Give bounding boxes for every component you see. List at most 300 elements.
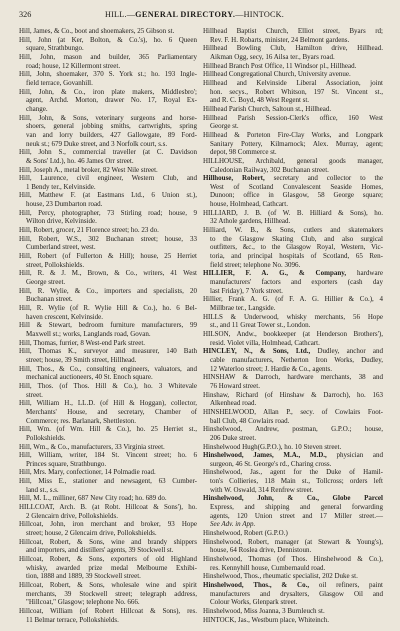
entry-text: agents, 120 Union street and 17 Miller street.— [210,511,383,520]
directory-entry [203,443,383,452]
entry-line [19,295,197,304]
entry-text: HINSHAW & Darroch, hardware merchants, 38 and [203,373,383,382]
entry-line [19,512,197,521]
entry-line [19,434,197,443]
entry-line [19,27,197,36]
entry-line [203,70,383,79]
entry-text: manufacturers and drysalters, Glasgow Oil and [210,589,383,598]
entry-line [19,183,197,192]
directory-entry [19,321,197,338]
directory-entry [19,304,197,321]
directory-entry [203,313,383,330]
entry-line [203,36,383,45]
entry-line [19,477,197,486]
entry-text: Caledonian Railway, 302 Buchanan street. [210,165,329,174]
entry-note: See Adv. in App. [210,520,256,529]
entry-line [203,183,383,192]
directory-entry [19,209,197,226]
entry-text: Princes square, Strathbungo. [26,459,107,468]
directory-entry [19,148,197,165]
entry-line [19,269,197,278]
directory-entry [19,114,197,149]
entry-line [203,468,383,477]
entry-line [203,157,383,166]
entry-line [203,79,383,88]
entry-text: shoers, general jobbing smiths, cartwrights, spring [26,122,197,131]
entry-text: van and lorry builders, 427 Gallowgate, 89 Ford- [26,130,197,139]
entry-text: Hill, John, shoemaker, 370 S. York st.; ho. 193 Ingle- [19,70,197,79]
entry-line [19,529,197,538]
entry-line [203,96,383,105]
directory-entry [19,503,197,520]
entry-line [203,261,383,270]
entry-text: land st., s.s. [26,485,59,494]
entry-text: 76 Howard street. [210,381,260,390]
entry-line [19,564,197,573]
entry-line [203,166,383,175]
entry-text: Hill, John, & Co., iron plate makers, Middlesbro'; [19,87,197,96]
entry-text: whisky, awarded prize medal Melbourne Exhibi- [26,563,197,572]
entry-line [203,209,383,218]
entry-line [203,581,383,590]
entry-line [203,226,383,235]
entry-text: last Friday), 7 York street. [210,286,283,295]
entry-text: Hill & Stewart, bedroom furniture manufacturers, 99 [19,321,197,330]
entry-text: Hill, Robert, W.S., 302 Buchanan street; house, 33 [19,234,197,243]
entry-line [203,399,383,408]
entry-text: Hill, Thos. (of Thos. Hill & Co.), ho. 3 Whitevale [19,381,197,390]
running-title-center: GENERAL DIRECTORY. [135,10,236,19]
directory-entry [19,538,197,555]
entry-text: Hill, R. & J. M., Brown, & Co., writers, 41 West [19,269,197,278]
entry-line [19,148,197,157]
directory-entry [19,226,197,235]
entry-text: cable manufacturers, Netherton Iron Works, Dudley, [210,355,383,364]
directory-entry [203,79,383,105]
page-header [19,9,383,21]
entry-text: Millbrae ter., Langside. [210,304,276,312]
entry-text: field terrace, Govanhill. [26,78,93,87]
entry-text: street; house, 2 Glencairn drive, Pollokshields. [26,529,157,538]
directory-entry [19,174,197,191]
entry-line [203,460,383,469]
entry-text: & Sons' Ltd.), ho. 46 James Orr street. [26,156,134,165]
entry-text: tion, 1888 and 1889, 39 Stockwell street. [26,572,141,581]
entry-text: field street; telephone No. 3096. [210,260,301,269]
entry-line [203,451,383,460]
directory-entry [203,581,383,607]
entry-line [203,382,383,391]
entry-line [203,373,383,382]
entry-text: mechanical auctioneers, 40 St. Enoch square. [26,373,153,382]
entry-text: Pollokshields. [26,433,66,442]
entry-text: depot, 98 Commerce st. [210,148,277,157]
entry-text: Hill, John S., commercial traveller (at C. Davidson [19,148,197,157]
entry-text: "Hillcoat," Glasgow; telephone No. 666. [26,598,140,607]
entry-text: Hill, Mrs. Mary, confectioner, 14 Polmadie road. [19,468,156,477]
running-title [105,9,284,21]
entry-line [19,425,197,434]
entry-line [19,598,197,607]
entry-line [203,304,383,313]
entry-line [203,252,383,261]
directory-entry [203,616,383,625]
directory-entry [203,347,383,373]
entry-line [19,443,197,452]
entry-line [203,174,383,183]
directory-entry [203,27,383,44]
entry-text: Hill, Thomas K., surveyor and measurer, 140 Bath [19,347,197,356]
directory-entry [19,494,197,503]
entry-text: Hillhead Parish Session-Clerk's office, 160 West [203,113,383,122]
entry-line [19,217,197,226]
entry-text: to the Glasgow Skating Club, and also surgical [210,234,383,243]
entry-line [203,538,383,547]
entry-head: Hillhouse, Robert, [203,174,265,183]
entry-line [19,96,197,105]
entry-line [203,295,383,304]
entry-line [19,131,197,140]
entry-text: George st. [210,122,239,131]
entry-text: Hill, Wm. (of Wm. Hill & Co.), ho. 25 Herriet st., [19,425,197,434]
entry-text: surgeon, 46 St. George's rd., Charing cross. [210,459,332,468]
entry-text: HILLS & Underwood, whisky merchants, 56 Hope [203,312,383,321]
entry-text: hardware [356,269,383,278]
entry-text: 32 Athole gardens, Hillhead. [210,217,291,226]
entry-text: Hinshelwood, Robert (G.P.O.) [203,529,288,538]
entry-text: West of Scotland Convalescent Seaside Homes, [210,182,383,191]
entry-line [19,382,197,391]
entry-text: Hinshelwood, Robert, manager (at Stewart & Young's), [203,537,383,546]
entry-text: 1 Bendy ter., Kelvinside. [26,182,96,191]
directory-entry [203,529,383,538]
directory-entry [19,607,197,624]
entry-line [19,191,197,200]
entry-line [19,157,197,166]
directory-entry [19,399,197,425]
entry-text: resid. Violet villa, Holmhead, Cathcart. [210,338,320,347]
entry-line [203,287,383,296]
entry-line [19,365,197,374]
right-column [203,27,383,624]
entry-text: George street. [26,278,66,287]
entry-text: Dudley, anchor and [317,347,383,356]
entry-line [19,520,197,529]
entry-line [203,425,383,434]
entry-line [19,616,197,625]
entry-text: secretary and collector to the [273,174,383,183]
directory-entry [203,209,383,226]
entry-line [19,70,197,79]
entry-line [19,287,197,296]
entry-line [203,408,383,417]
entry-line [19,408,197,417]
entry-text: Sanitary Pottery, Kilmarnock; Alex. Murray, agent; [210,139,383,148]
directory-entry [203,105,383,114]
entry-text: Hillcoat, Robert, & Sons, exporters of old Highland [19,555,197,564]
entry-head: Hinshelwood, James, M.A., M.D., [203,451,327,460]
entry-line [19,88,197,97]
entry-text: Hill, R. Wylie (of R. Wylie Hill & Co.), ho. 6 Bel- [19,304,197,312]
entry-text: Hill, Joseph A., metal broker, 82 West Nile street. [19,165,158,174]
entry-line [203,27,383,36]
entry-line [19,391,197,400]
entry-line [19,330,197,339]
entry-text: HILSON, Andw., bookkeeper (at Henderson Brothers'), [203,329,383,338]
entry-line [19,44,197,53]
entry-line [19,555,197,564]
entry-text: Maxwell st.; works, Langlands road, Govan. [26,329,151,338]
entry-text: Hill, Matthew F. (at Eastmans Ltd., 6 Union st.), [19,191,197,200]
entry-text: Hill, Robert, grocer, 21 Florence street; ho. 23 do. [19,226,159,235]
directory-entry [203,174,383,209]
directory-entry [203,226,383,269]
entry-line [19,572,197,581]
directory-entry [203,572,383,581]
entry-line [19,451,197,460]
directory-entry [19,339,197,348]
page-number: 326 [19,10,32,19]
entry-text: Hinshelwood, Jas., agent for the Duke of Hamil- [203,468,383,477]
entry-head: Hinshelwood, John, & Co., Globe Parcel [203,494,383,503]
entry-head: HINCLEY, N., & Sons, Ltd., [203,347,311,356]
directory-entry [19,235,197,252]
entry-line [203,598,383,607]
directory-entry [203,269,383,295]
entry-text: Hillier, Frank A. G. (of F. A. G. Hillier & Co.), 4 [203,295,383,304]
directory-entry [203,62,383,71]
entry-line [203,114,383,123]
directory-entry [19,191,197,208]
entry-text: Hill, Robert (of Fullerton & Hill); house, 25 Herriet [19,252,197,261]
entry-text: Hillhead Baptist Church, Elliot street, Byars rd; [203,27,383,35]
entry-line [19,79,197,88]
entry-line [203,477,383,486]
entry-line [19,140,197,149]
entry-text: oil refiners, paint [318,581,383,589]
entry-line [19,321,197,330]
entry-line [19,278,197,287]
entry-text: street, Pollokshields. [26,260,85,269]
entry-line [203,330,383,339]
directory-entry [203,538,383,555]
entry-line [19,304,197,313]
entry-line [203,191,383,200]
directory-entry [19,53,197,70]
entry-line [203,494,383,503]
entry-line [19,373,197,382]
entry-line [19,494,197,503]
entry-text: outfitters, &c., to the Glasgow Royal, Western, Vic- [210,243,383,252]
directory-entry [203,373,383,390]
entry-text: 206 Duke street. [210,433,257,442]
entry-text: Express, and shipping and general forwarding [210,503,383,512]
entry-text: Hill, Thos., & Co., consulting engineers, valuators, and [19,364,197,373]
entry-line [203,200,383,209]
entry-line [203,269,383,278]
entry-line [19,105,197,114]
entry-text: Hinshelwood, Andrew, postman, G.P.O.; house, [203,425,383,434]
entry-text: with W. Oswald, 314 Renfrew street. [210,485,314,494]
entry-text: Aikman Ogg, secy, 16 Ailsa ter., Byars road. [210,52,335,61]
entry-text: Hill, M. L., milliner, 687 New City road; ho. 689 do. [19,494,167,503]
entry-line [19,174,197,183]
entry-text: and importers, and distillers' agents, 39 Stockwell st. [26,546,174,555]
entry-line [19,460,197,469]
entry-line [203,88,383,97]
entry-line [203,131,383,140]
entry-text: haven crescent, Kelvinside. [26,312,103,321]
entry-line [203,607,383,616]
running-title-last: —HINTOCK. [235,10,284,19]
entry-text: Hinshaw, Richard (of Hinshaw & Darroch), ho. 163 [203,390,383,399]
entry-line [19,399,197,408]
entry-line [203,529,383,538]
entry-text: 2 Glencairn drive, Pollokshields. [26,511,118,520]
entry-line [203,512,383,521]
entry-text: Hill, John, mason and builder, 365 Parliamentary [19,52,197,61]
directory-entry [19,252,197,269]
entry-text: house, 64 Roslea drive, Dennistoun. [210,546,312,555]
entry-line [19,252,197,261]
entry-line [203,53,383,62]
entry-line [19,581,197,590]
entry-line [203,486,383,495]
entry-text: HINTOCK, Jas., Westburn place, Whiteinch. [203,615,329,624]
entry-line [203,217,383,226]
entry-line [203,503,383,512]
entry-text: HILLIARD, J. B. (of W. B. Hilliard & Sons), ho. [203,208,383,217]
entry-text: Hillcoat, Robert, & Sons, wholesale wine and spirit [19,581,197,589]
directory-entry [19,451,197,468]
entry-text: Hillhead and Kelvinside Liberal Association, joint [203,78,383,87]
entry-text: Hinshelwood Hugh(G.P.O.), ho. 10 Steven street. [203,442,342,451]
directory-entry [203,330,383,347]
entry-text: HILLCOAT, Arch. B. (at Robt. Hillcoat & Sons'), ho. [19,503,197,512]
directory-entry [19,269,197,286]
entry-line [203,321,383,330]
directory-entry [203,70,383,79]
entry-line [203,148,383,157]
entry-line [19,226,197,235]
entry-text: Hillcoat, William (of Robert Hillcoat & Sons), res. [19,606,197,615]
directory-entry [19,443,197,452]
entry-text: house, Holmhead, Cathcart. [210,200,288,209]
entry-line [203,572,383,581]
entry-line [19,36,197,45]
entry-text: Hillhead & Porteton Fire-Clay Works, and Longpark [203,130,383,139]
entry-line [19,243,197,252]
entry-text: Hill, Laurence, civil engineer, Western Club, and [19,174,197,183]
directory-entry [19,520,197,537]
entry-line [19,538,197,547]
directory-entry [203,607,383,616]
entry-line [203,391,383,400]
entry-text: Hillcoat, John, iron merchant and broker, 93 Hope [19,520,197,529]
entry-text: Hill, Percy, photographer, 73 Stirling road; house, 9 [19,208,197,217]
directory-entry [19,365,197,382]
directory-entry [19,88,197,114]
entry-text: square, Strathbungo. [26,44,84,53]
directory-entry [203,425,383,442]
entry-text: Hillhead Bowling Club, Hamilton drive, Hillhead. [203,44,383,53]
entry-text: Buchanan street. [26,295,73,304]
entry-head: Hinshelwood, Thos., & Co., [203,581,310,589]
entry-text: Hillhead Parish Church, Saltoun st., Hillhead. [203,104,332,113]
directory-entry [203,131,383,157]
directory-entry [203,555,383,572]
entry-line [19,347,197,356]
directory-entry [19,382,197,399]
directory-entry [203,391,383,408]
directory-entry [19,70,197,87]
entry-line [203,235,383,244]
directory-entry [19,27,197,36]
entry-text: manufacturers' factors and exporters (cash day [210,278,383,287]
entry-line [203,44,383,53]
directory-entry [19,166,197,175]
entry-text: ton's Collieries, 118 Main st., Tollcross; orders left [210,477,383,486]
directory-entry [203,494,383,529]
entry-text: Hillhead Branch Post Office, 11 Windsor pl., Hillhead. [203,61,357,70]
entry-text: Hill, John (at Ker, Bolton, & Co.'s), ho. 6 Queen [19,35,197,44]
entry-line [19,417,197,426]
entry-line [19,200,197,209]
entry-text: Hill, Miss E., stationer and newsagent, 63 Cumber- [19,477,197,486]
entry-text: change. [26,104,48,113]
entry-text: Hill, James, & Co., boot and shoemakers, 25 Gibson st. [19,27,175,35]
entry-line [19,62,197,71]
entry-line [203,555,383,564]
entry-line [203,313,383,322]
entry-line [19,486,197,495]
entry-text: ball Club, 48 Cowlairs road. [210,416,290,425]
entry-line [19,122,197,131]
entry-line [203,339,383,348]
entry-text: Hillcoat, Robert, & Sons, wine and brandy shippers [19,537,197,546]
entry-line [203,434,383,443]
entry-line [19,53,197,62]
entry-line [19,313,197,322]
entry-head: HILLIER, F. A. G., & Company, [203,269,347,278]
entry-text: Wilton drive, Kelvinside. [26,217,97,226]
directory-entry [19,347,197,364]
directory-entry [19,425,197,442]
entry-text: Hill, William, writer, 184 St. Vincent street; ho. 6 [19,451,197,460]
entry-line [203,278,383,287]
entry-line [19,114,197,123]
entry-text: 12 Waterloo street; J. Hardie & Co., agents. [210,364,332,373]
entry-text: agent, Archd. Morton, drawer No. 17, Royal Ex- [26,96,197,105]
entry-text: HILLHOUSE, Archibald, general goods manager, [203,156,383,165]
running-title-first: HILL.— [105,10,136,19]
entry-text: toria, and principal hospitals of Scotland, 65 Ren- [210,252,383,261]
entry-line [19,607,197,616]
entry-text: house, 23 Dumbarton road. [26,200,103,209]
entry-text: merchants, 39 Stockwell street; telegraph address, [26,589,197,598]
entry-text: Hill, John, & Sons, veterinary surgeons and horse- [19,113,197,122]
entry-text: Hilliard, W. B., & Sons, cutlers and skatemakers [203,226,383,235]
entry-text: Hill, Wm., & Co., manufacturers, 33 Virginia street. [19,442,165,451]
entry-text: Commerce; res. Barlanark, Shettleston. [26,416,137,425]
entry-line [203,546,383,555]
directory-entry [19,477,197,494]
entry-text: Hinshelwood, Thomas (of Thos. Hinshelwood & Co.), [203,555,383,564]
directory-entry [203,114,383,131]
directory-entry [203,451,383,468]
entry-line [203,616,383,625]
entry-line [203,62,383,71]
